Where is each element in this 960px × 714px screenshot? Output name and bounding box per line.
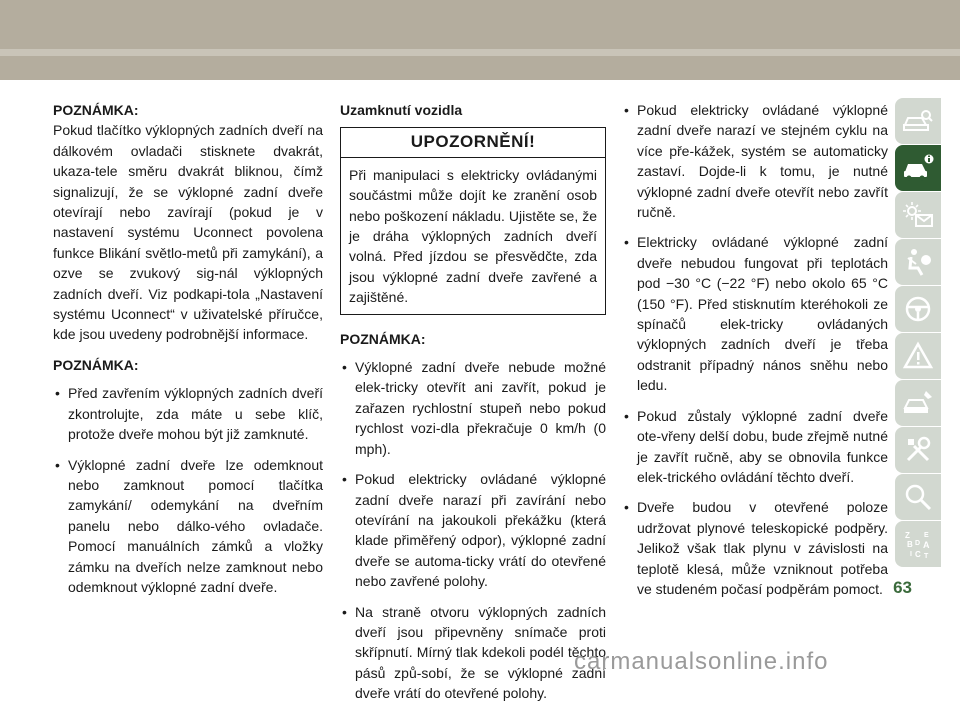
column-middle (340, 100, 606, 714)
svg-text:A: A (923, 540, 930, 550)
tab-warning-road[interactable] (895, 333, 941, 379)
column-left (53, 100, 323, 607)
chapter-tabs (895, 98, 941, 568)
note-paragraph: Pokud tlačítko výklopných zadních dveří na dálkovém ovladači stisknete dvakrát, ukaza-tele směru dvakrát bliknou, čímž signalizují, že se výklopné zadní dveře otevírají nebo zavírají (pokud je v nastavení systému Uconnect povolena funkce Blikání světlo-metů při zamykání), a ozve se zvukový sig-nál výklopných zadních dveří. Viz podkapi-tola „Nastavení systému Uconnect“ v uživatelské příručce, kde jsou uvedeny podrobnější informace. (53, 122, 323, 343)
tab-car-service[interactable] (895, 380, 941, 426)
tab-car-info[interactable] (895, 145, 941, 191)
car-info-icon (902, 152, 934, 184)
page-number: 63 (893, 578, 912, 597)
magnifier-icon (902, 481, 934, 513)
steering-wheel-icon (902, 293, 934, 325)
tab-magnifier[interactable] (895, 474, 941, 520)
list-item: • Pokud elektricky ovládané výklopné zadní dveře narazí ve stejném cyklu na více pře-kážek, systém se automaticky zastaví. Dojde-li k tomu, je nutné výklopné zadní dveře otevřít nebo zavřít ručně. (624, 102, 888, 221)
header-bar (0, 0, 960, 80)
list-item-text: Před zavřením výklopných zadních dveří zkontrolujte, zda máte u sebe klíč, protože dveře mohou být již zamknuté. (68, 385, 323, 443)
list-item-text: Elektricky ovládané výklopné zadní dveře nebudou fungovat při teplotách pod −30 °C (−22 °F) nebo okolo 65 °C (150 °F). Před stisknutím kteréhokoli ze spínačů elek-tricky ovládaných výklopných zadních dveří je třeba odstranit případný nános sněhu nebo ledu. (637, 234, 888, 394)
list-item: • Výklopné zadní dveře nebude možné elek-tricky otevřít ani zavřít, pokud je zařazen rychlostní stupeň nebo pokud rychlost vozi-dla překračuje 0 km/h (0 mph). (342, 359, 606, 457)
list-item-text: Na straně otvoru výklopných zadních dveří jsou připevněny snímače proti skřípnutí. Mírný tlak kdekoli podél těchto pásů způ-sobí, že se výklopné zadní dveře vrátí do otevřené polohy. (355, 603, 606, 702)
svg-text:C: C (915, 550, 921, 559)
list-item-text: Dveře budou v otevřené poloze udržovat plynové teleskopické podpěry. Jelikož však tlak plynu v závislosti na teplotě klesá, může vzniknout potřeba ve studeném počasí podpěrám pomoct. (637, 499, 888, 597)
tab-airbag-seat[interactable] (895, 239, 941, 285)
list-item-text: Výklopné zadní dveře lze odemknout nebo zamknout pomocí tlačítka zamykání/ odemykání na dveřním panelu nebo dálko-vého ovladače. Pomocí manuálních zámků a vložky zámku na dveřích nelze zamknout nebo odemknout výklopné zadní dveře. (68, 456, 323, 595)
warning-text: Při manipulaci s elektricky ovládanými součástmi může dojít ke zranění osob nebo poškození nákladu. Ujistěte se, že je dráha výklopných zadních dveří volná. Před jízdou se přesvědčte, zda jsou výklopné zadní dveře zavřené a zajištěné. (349, 166, 597, 306)
tab-tools[interactable] (895, 427, 941, 473)
column-right (622, 100, 888, 609)
car-search-icon (902, 105, 934, 137)
warning-road-icon (902, 340, 934, 372)
list-item-text: Výklopné zadní dveře nebude možné elek-tricky otevřít ani zavřít, pokud je zařazen rychlostní stupeň nebo pokud rychlost vozi-dla překračuje 0 km/h (0 mph). (355, 359, 606, 457)
svg-text:B: B (907, 540, 913, 549)
tab-car-search[interactable] (895, 98, 941, 144)
section-title: Uzamknutí vozidla (340, 102, 463, 118)
list-item-text: Pokud elektricky ovládané výklopné zadní dveře narazí při zavírání nebo otevírání na jakoukoli překážku (která klade přiměřený odpor), výklopné zadní dveře se automa-ticky vrátí do otevřené nebo zavřené polohy. (355, 471, 606, 590)
note-heading: POZNÁMKA: (53, 102, 139, 118)
list-item: • Dveře budou v otevřené poloze udržovat plynové teleskopické podpěry. Jelikož však tlak plynu v závislosti na teplotě klesá, může vzniknout potřeba ve studeném počasí podpěrám pomoct. (624, 499, 888, 597)
svg-text:D: D (915, 540, 921, 547)
warning-title: UPOZORNĚNÍ! (341, 128, 605, 157)
watermark: carmanualsonline.info (574, 648, 829, 675)
car-service-icon (902, 387, 934, 419)
tab-index[interactable] (895, 521, 941, 567)
list-item-text: Pokud elektricky ovládané výklopné zadní dveře narazí ve stejném cyklu na více pře-kážek, systém se automaticky zastaví. Dojde-li k tomu, je nutné výklopné zadní dveře otevřít nebo zavřít ručně. (637, 102, 888, 221)
sun-envelope-icon (902, 199, 934, 231)
list-item: • Pokud zůstaly výklopné zadní dveře ote-vřeny delší dobu, bude zřejmě nutné je zavřít ručně, aby se obnovila funkce elek-trického ovládání těchto dveří. (624, 407, 888, 485)
note-heading: POZNÁMKA: (340, 330, 426, 347)
header-stripe (0, 49, 960, 56)
index-letters-icon (902, 528, 934, 560)
list-item-text: Pokud zůstaly výklopné zadní dveře ote-vřeny delší dobu, bude zřejmě nutné je zavřít ručně, aby se obnovila funkce elek-trického ovládání těchto dveří. (637, 407, 888, 485)
svg-text:I: I (910, 551, 912, 558)
list-item: • Elektricky ovládané výklopné zadní dveře nebudou fungovat při teplotách pod −30 °C (−22 °F) nebo okolo 65 °C (150 °F). Před stisknutím kteréhokoli ze spínačů elek-tricky ovládaných výklopných zadních dveří je třeba odstranit případný nános sněhu nebo ledu. (624, 234, 888, 394)
svg-text:T: T (924, 553, 929, 560)
tab-steering-wheel[interactable] (895, 286, 941, 332)
tools-icon (902, 434, 934, 466)
list-item: • Pokud elektricky ovládané výklopné zadní dveře narazí při zavírání nebo otevírání na jakoukoli překážku (která klade přiměřený odpor), výklopné zadní dveře se automa-ticky vrátí do otevřené nebo zavřené polohy. (342, 471, 606, 590)
warning-box (340, 127, 606, 314)
list-item: • Před zavřením výklopných zadních dveří zkontrolujte, zda máte u sebe klíč, protože dveře mohou být již zamknuté. (55, 385, 323, 443)
svg-text:E: E (924, 532, 929, 539)
note-heading: POZNÁMKA: (53, 356, 139, 373)
list-item: • Na straně otvoru výklopných zadních dveří jsou připevněny snímače proti skřípnutí. Mírný tlak kdekoli podél těchto pásů způ-sobí, že se výklopné zadní dveře vrátí do otevřené polohy. (342, 603, 606, 702)
list-item: • Výklopné zadní dveře lze odemknout nebo zamknout pomocí tlačítka zamykání/ odemykání na dveřním panelu nebo dálko-vého ovladače. Pomocí manuálních zámků a vložky zámku na dveřích nelze zamknout nebo odemknout výklopné zadní dveře. (55, 456, 323, 595)
tab-sun-envelope[interactable] (895, 192, 941, 238)
svg-text:Z: Z (905, 531, 910, 540)
airbag-seat-icon (902, 246, 934, 278)
